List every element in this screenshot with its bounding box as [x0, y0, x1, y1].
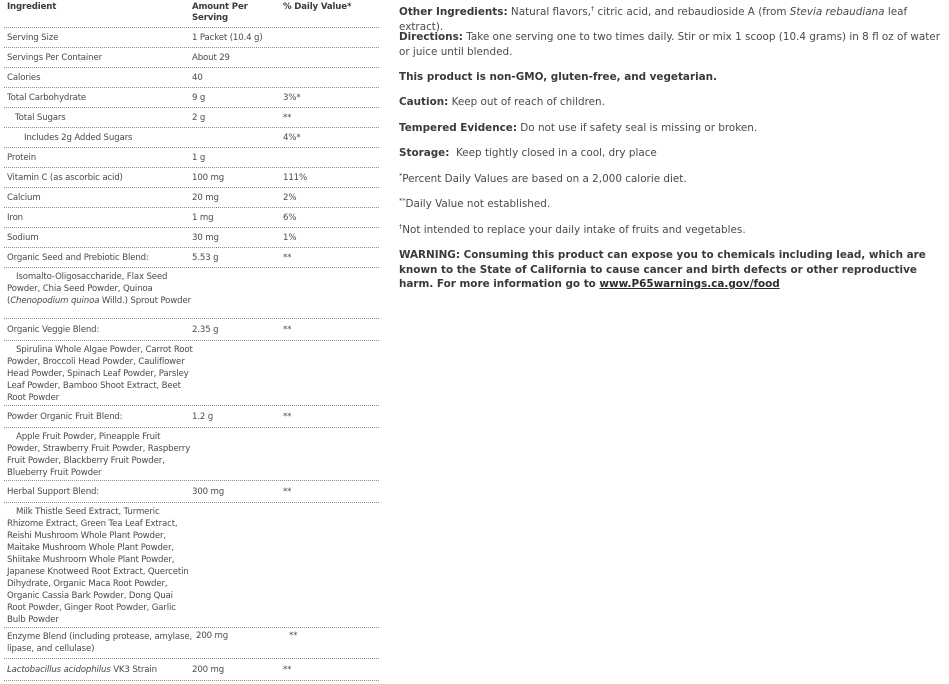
row-dv: **: [283, 112, 292, 123]
table-row: [4, 128, 379, 148]
lacto-name-italic: Lactobacillus acidophilus: [7, 664, 111, 675]
header-amount: Amount Per Serving: [192, 2, 248, 23]
seed-desc-text-end: Willd.) Sprout Powder: [99, 296, 191, 306]
row-amount: 1 Packet (10.4 g): [192, 32, 263, 43]
storage: Storage: Keep tightly closed in a cool, dry place: [399, 147, 657, 159]
row-amount: 100 mg: [192, 172, 225, 183]
row-name: Iron: [7, 212, 23, 223]
row-dv: **: [283, 252, 292, 263]
table-row: [4, 248, 379, 268]
row-amount: About 29: [192, 52, 230, 63]
row-amount: 1 mg: [192, 212, 214, 223]
row-name: Organic Seed and Prebiotic Blend:: [7, 252, 149, 263]
row-name: Total Sugars: [15, 112, 66, 123]
table-row: [4, 68, 379, 88]
footnote-fruits: †Not intended to replace your daily intake of fruits and vegetables.: [399, 222, 746, 236]
table-row: [4, 168, 379, 188]
table-row: [4, 28, 379, 48]
row-name: Servings Per Container: [7, 52, 102, 63]
seed-blend-description: [4, 268, 379, 319]
row-name: Powder Organic Fruit Blend:: [7, 411, 123, 422]
row-amount: 1.2 g: [192, 411, 214, 422]
header-ingredient: Ingredient: [7, 2, 57, 12]
table-row: [4, 108, 379, 128]
table-row: [4, 481, 379, 503]
row-amount: 40: [192, 72, 203, 83]
row-name: Calcium: [7, 192, 41, 203]
row-amount: 200 mg: [192, 664, 225, 675]
footnote-not-established: **Daily Value not established.: [399, 196, 551, 210]
table-row: [4, 659, 379, 681]
row-amount: 200 mg: [196, 631, 229, 641]
row-name: Herbal Support Blend:: [7, 486, 100, 497]
row-dv: **: [283, 486, 292, 497]
table-row: [4, 628, 379, 659]
row-dv: **: [283, 664, 292, 675]
row-dv: 1%: [283, 232, 297, 243]
row-dv: 3%*: [283, 92, 301, 103]
row-name: Serving Size: [7, 32, 59, 43]
veggie-blend-description: Spirulina Whole Algae Powder, Carrot Root Powder, Broccoli Head Powder, Cauliflower Head Powder, Spinach Leaf Powder, Parsley Leaf Powder, Bamboo Shoot Extract, Beet Root Powder: [4, 341, 379, 406]
table-row: [4, 406, 379, 428]
footnote-daily-values: *Percent Daily Values are based on a 2,000 calorie diet.: [399, 171, 687, 185]
row-name: Organic Veggie Blend:: [7, 324, 100, 335]
table-row: [4, 48, 379, 68]
row-amount: 300 mg: [192, 486, 225, 497]
supplement-facts-table: [4, 0, 379, 681]
row-dv: **: [283, 324, 292, 335]
row-dv: 6%: [283, 212, 297, 223]
row-dv: **: [289, 631, 298, 641]
fruit-blend-description: Apple Fruit Powder, Pineapple Fruit Powder, Strawberry Fruit Powder, Raspberry Fruit Powder, Blackberry Fruit Powder, Blueberry Fruit Powder: [4, 428, 379, 481]
caution: Caution: Keep out of reach of children.: [399, 96, 605, 108]
row-name: Sodium: [7, 232, 39, 243]
row-name: [4, 665, 191, 675]
prop65-warning: WARNING: Consuming this product can expose you to chemicals including lead, which are known to the State of California to cause cancer and birth defects or other reproductive harm. For more information go to www.P65warnings.ca.gov/food: [399, 249, 926, 290]
directions: Directions: Take one serving one to two times daily. Stir or mix 1 scoop (10.4 grams) in 8 fl oz of water or juice until blended.: [399, 31, 940, 58]
row-amount: 5.53 g: [192, 252, 219, 263]
row-name: Vitamin C (as ascorbic acid): [7, 172, 123, 183]
table-header: [4, 0, 379, 28]
table-row: [4, 148, 379, 168]
row-dv: 4%*: [283, 132, 301, 143]
row-amount: 2.35 g: [192, 324, 219, 335]
herbal-blend-description: Milk Thistle Seed Extract, Turmeric Rhizome Extract, Green Tea Leaf Extract, Reishi Mushroom Whole Plant Powder, Maitake Mushroom Whole Plant Powder, Shiitake Mushroom Whole Plant Powder, Japanese Knotweed Root Extract, Quercetin Dihydrate, Organic Maca Root Powder, Organic Cassia Bark Powder, Dong Quai Root Powder, Ginger Root Powder, Garlic Bulb Powder: [4, 503, 379, 628]
seed-desc-text: Isomalto-Oligosaccharide, Flax Seed Powder, Chia Seed Powder, Quinoa (: [7, 272, 168, 306]
lacto-name-rest: VK3 Strain: [110, 664, 157, 675]
row-name: Total Carbohydrate: [7, 92, 87, 103]
row-amount: 30 mg: [192, 232, 219, 243]
table-row: [4, 88, 379, 108]
row-amount: 1 g: [192, 152, 206, 163]
tamper-evidence: Tempered Evidence: Do not use if safety seal is missing or broken.: [399, 122, 758, 134]
other-ingredients: Other Ingredients: Natural flavors,† citric acid, and rebaudioside A (from Stevia rebaudiana leaf extract).: [399, 4, 908, 33]
header-daily-value: % Daily Value*: [283, 2, 352, 12]
table-row: [4, 208, 379, 228]
row-dv: **: [283, 411, 292, 422]
row-amount: 9 g: [192, 92, 206, 103]
row-name: Protein: [7, 152, 37, 163]
row-name: Enzyme Blend (including protease, amylase, lipase, and cellulase): [7, 632, 193, 654]
table-row: [4, 188, 379, 208]
row-dv: 111%: [283, 172, 307, 183]
row-amount: 2 g: [192, 112, 206, 123]
seed-desc-italic: Chenopodium quinoa: [10, 296, 100, 306]
p65-warnings-link[interactable]: www.P65warnings.ca.gov/food: [599, 278, 780, 290]
table-row: [4, 319, 379, 341]
table-row: [4, 228, 379, 248]
non-gmo-statement: This product is non-GMO, gluten-free, and vegetarian.: [399, 71, 717, 83]
row-name: Includes 2g Added Sugars: [24, 132, 133, 143]
row-name: Calories: [7, 72, 41, 83]
row-dv: 2%: [283, 192, 297, 203]
row-amount: 20 mg: [192, 192, 219, 203]
